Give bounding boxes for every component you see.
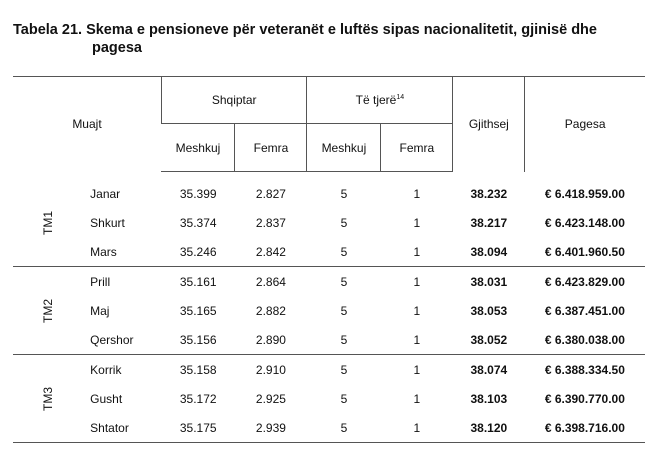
month-cell: Shtator <box>90 420 129 435</box>
header-shqiptar-femra: Femra <box>235 124 307 172</box>
shqiptar-femra-cell: 2.890 <box>255 332 286 347</box>
month-cell: Prill <box>90 274 111 289</box>
te-tjere-femra-cell: 1 <box>413 332 421 347</box>
te-tjere-femra-cell: 1 <box>413 244 421 259</box>
header-te-tjere-femra: Femra <box>381 124 453 172</box>
shqiptar-meshkuj-cell: 35.399 <box>179 186 217 201</box>
shqiptar-femra-cell: 2.837 <box>255 215 286 230</box>
header-te-tjere-meshkuj: Meshkuj <box>307 124 381 172</box>
table-header <box>13 77 645 172</box>
te-tjere-meshkuj-cell: 5 <box>340 274 348 289</box>
shqiptar-meshkuj-cell: 35.374 <box>179 215 217 230</box>
table-title <box>13 21 653 57</box>
month-cell: Mars <box>90 244 117 259</box>
shqiptar-femra-cell: 2.910 <box>255 362 286 377</box>
pension-table <box>13 76 645 443</box>
te-tjere-meshkuj-cell: 5 <box>340 362 348 377</box>
header-shqiptar: Shqiptar <box>161 77 306 124</box>
gjithsej-cell: 38.103 <box>470 391 508 406</box>
gjithsej-cell: 38.031 <box>470 274 508 289</box>
te-tjere-meshkuj-cell: 5 <box>340 186 348 201</box>
shqiptar-femra-cell: 2.864 <box>255 274 286 289</box>
header-pagesa: Pagesa <box>525 77 645 172</box>
shqiptar-meshkuj-cell: 35.175 <box>179 420 217 435</box>
gjithsej-cell: 38.094 <box>470 244 508 259</box>
quarter-label: TM1 <box>40 210 55 235</box>
te-tjere-meshkuj-cell: 5 <box>340 420 348 435</box>
shqiptar-meshkuj-cell: 35.156 <box>179 332 217 347</box>
shqiptar-femra-cell: 2.827 <box>255 186 286 201</box>
te-tjere-meshkuj-cell: 5 <box>340 215 348 230</box>
quarter-label: TM2 <box>40 298 55 323</box>
quarter-tm1 <box>13 172 645 267</box>
header-shqiptar-meshkuj: Meshkuj <box>161 124 234 172</box>
te-tjere-meshkuj-cell: 5 <box>340 391 348 406</box>
pagesa-cell: € 6.423.829.00 <box>544 274 625 289</box>
header-te-tjere <box>307 77 453 124</box>
pagesa-cell: € 6.388.334.50 <box>544 362 625 377</box>
gjithsej-cell: 38.232 <box>470 186 508 201</box>
shqiptar-femra-cell: 2.842 <box>255 244 286 259</box>
gjithsej-cell: 38.120 <box>470 420 508 435</box>
te-tjere-femra-cell: 1 <box>413 303 421 318</box>
header-muajt: Muajt <box>72 117 102 132</box>
pagesa-cell: € 6.398.716.00 <box>544 420 625 435</box>
table-row <box>13 237 645 267</box>
quarter-tm2 <box>13 267 645 355</box>
month-cell: Korrik <box>90 362 122 377</box>
month-cell: Janar <box>90 186 121 201</box>
te-tjere-meshkuj-cell: 5 <box>340 303 348 318</box>
te-tjere-femra-cell: 1 <box>413 215 421 230</box>
table-row <box>13 384 645 413</box>
te-tjere-femra-cell: 1 <box>413 186 421 201</box>
table-row <box>13 355 645 385</box>
title-line-1: Tabela 21. Skema e pensioneve për veteranët e luftës sipas nacionalitetit, gjinisë dhe <box>13 22 597 38</box>
quarter-tm3 <box>13 355 645 443</box>
shqiptar-meshkuj-cell: 35.246 <box>179 244 217 259</box>
te-tjere-femra-cell: 1 <box>413 362 421 377</box>
te-tjere-meshkuj-cell: 5 <box>340 332 348 347</box>
title-line-2: pagesa <box>92 40 142 56</box>
gjithsej-cell: 38.074 <box>470 362 508 377</box>
te-tjere-meshkuj-cell: 5 <box>340 244 348 259</box>
shqiptar-femra-cell: 2.939 <box>255 420 286 435</box>
te-tjere-femra-cell: 1 <box>413 391 421 406</box>
table-row <box>13 267 645 297</box>
shqiptar-meshkuj-cell: 35.161 <box>179 274 217 289</box>
month-cell: Maj <box>90 303 110 318</box>
gjithsej-cell: 38.053 <box>470 303 508 318</box>
gjithsej-cell: 38.217 <box>470 215 508 230</box>
te-tjere-femra-cell: 1 <box>413 274 421 289</box>
header-te-tjere-text: Të tjerë <box>355 93 397 107</box>
gjithsej-cell: 38.052 <box>470 332 508 347</box>
month-cell: Shkurt <box>90 215 125 230</box>
shqiptar-meshkuj-cell: 35.165 <box>179 303 217 318</box>
quarter-label: TM3 <box>40 386 55 411</box>
table-row <box>13 296 645 325</box>
table-row <box>13 179 645 208</box>
shqiptar-meshkuj-cell: 35.158 <box>179 362 217 377</box>
te-tjere-femra-cell: 1 <box>413 420 421 435</box>
header-gjithsej: Gjithsej <box>453 77 525 172</box>
table-row <box>13 325 645 355</box>
pagesa-cell: € 6.401.960.50 <box>544 244 625 259</box>
pagesa-cell: € 6.423.148.00 <box>544 215 625 230</box>
month-cell: Gusht <box>90 391 123 406</box>
table-row <box>13 413 645 443</box>
footnote-ref: 14 <box>396 94 405 101</box>
shqiptar-meshkuj-cell: 35.172 <box>179 391 217 406</box>
pagesa-cell: € 6.387.451.00 <box>544 303 625 318</box>
table-row <box>13 208 645 237</box>
shqiptar-femra-cell: 2.882 <box>255 303 286 318</box>
shqiptar-femra-cell: 2.925 <box>255 391 286 406</box>
pagesa-cell: € 6.390.770.00 <box>544 391 625 406</box>
pagesa-cell: € 6.418.959.00 <box>544 186 625 201</box>
month-cell: Qershor <box>90 332 134 347</box>
pagesa-cell: € 6.380.038.00 <box>544 332 625 347</box>
